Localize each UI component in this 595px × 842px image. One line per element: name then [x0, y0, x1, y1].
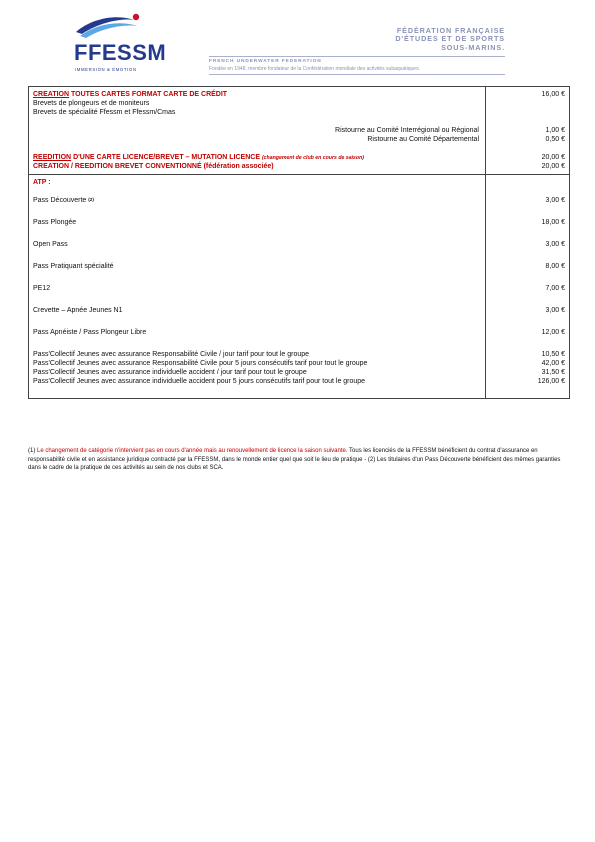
cards-price-cell — [486, 87, 570, 175]
table-row-atp — [29, 175, 570, 399]
creation-rest: TOUTES CARTES FORMAT CARTE DE CRÉDIT — [69, 91, 228, 98]
atp-item-price: 8,00 € — [545, 263, 565, 270]
atp-item-label: Pass Plongée — [33, 219, 77, 226]
atp-title: ATP : — [33, 179, 51, 186]
atp-item-label: Pass Pratiquant spécialité — [33, 263, 114, 270]
atp-item-price: 7,00 € — [545, 285, 565, 292]
atp-item-label: Pass Apnéiste / Pass Plongeur Libre — [33, 329, 147, 336]
creation-price: 16,00 € — [541, 91, 565, 98]
table-row-cards — [29, 87, 570, 175]
atp-item-label: PE12 — [33, 285, 51, 292]
reedition-rest: D'UNE CARTE LICENCE/BREVET – MUTATION LICENCE — [71, 154, 262, 161]
collectif-label: Pass'Collectif Jeunes avec assurance Responsabilité Civile pour 5 jours consécutifs tarif pour tout le groupe — [33, 360, 368, 367]
conventionne-heading: CREATION / REEDITION BREVET CONVENTIONNÉ (fédération associée) — [33, 163, 274, 170]
federation-english-name: FRENCH UNDERWATER FEDERATION — [209, 59, 322, 64]
collectif-price: 31,50 € — [541, 369, 565, 376]
reedition-price: 20,00 € — [541, 154, 565, 161]
federation-name — [395, 27, 505, 52]
logo-tagline: IMMERSION & ÉMOTION — [75, 67, 137, 72]
creation-heading — [33, 90, 481, 99]
brevets-line-1: Brevets de plongeurs et de moniteurs — [33, 100, 150, 107]
collectif-label: Pass'Collectif Jeunes avec assurance individuelle accident pour 5 jours consécutifs tarif pour tout le groupe — [33, 378, 366, 385]
wave-logo-icon — [72, 10, 150, 42]
federation-line-3: SOUS-MARINS. — [441, 42, 505, 52]
ristourne-departemental-price: 0,50 € — [545, 136, 565, 143]
collectif-price: 126,00 € — [537, 378, 565, 385]
collectif-price: 10,50 € — [541, 351, 565, 358]
atp-item-price: 3,00 € — [545, 241, 565, 248]
federation-subtitle: Fondée en 1948, membre fondateur de la Confédération mondiale des activités subaquatiques. — [209, 66, 420, 72]
federation-line-2: D'ÉTUDES ET DE SPORTS — [395, 34, 505, 44]
footnote-marker: (1) — [28, 448, 37, 454]
collectif-label: Pass'Collectif Jeunes avec assurance individuelle accident / jour tarif pour tout le groupe — [33, 369, 307, 376]
ffessm-logo — [72, 10, 167, 76]
pass-decouverte-footnote-ref: (2) — [88, 197, 94, 202]
atp-item-price: 12,00 € — [541, 329, 565, 336]
tariff-table — [28, 86, 570, 399]
collectif-price: 42,00 € — [541, 360, 565, 367]
ristourne-regional-price: 1,00 € — [545, 127, 565, 134]
atp-item-price: 18,00 € — [541, 219, 565, 226]
atp-item-label: Crevette – Apnée Jeunes N1 — [33, 307, 123, 314]
footnote — [28, 447, 570, 473]
pass-decouverte-price: 3,00 € — [545, 197, 565, 204]
brevets-line-2: Brevets de spécialité Ffessm et Ffessm/Cmas — [33, 109, 176, 116]
footnote-red-text: Le changement de catégorie n'intervient pas en cours d'année mais au renouvellement de licence la saison suivante. — [37, 448, 348, 454]
pass-decouverte-text: Pass Découverte — [33, 197, 87, 204]
collectif-label: Pass'Collectif Jeunes avec assurance Responsabilité Civile / jour tarif pour tout le groupe — [33, 351, 310, 358]
ristourne-regional-label: Ristourne au Comité Interrégional ou Régional — [335, 127, 479, 134]
federation-line-1: FÉDÉRATION FRANÇAISE — [396, 26, 505, 35]
ristourne-departemental-label: Ristourne au Comité Départemental — [367, 136, 479, 143]
cards-label-cell — [29, 87, 486, 175]
atp-price-cell — [486, 175, 570, 399]
reedition-word: REEDITION — [33, 154, 72, 161]
atp-label-cell — [29, 175, 486, 399]
atp-item-label: Open Pass — [33, 241, 68, 248]
creation-word: CREATION — [33, 91, 70, 98]
red-dot-icon — [133, 14, 139, 20]
footnote-text: Tous les licenciés de la FFESSM bénéficient du contrat d'assurance en responsabilité civile et en assistance juridique contracté par la FFESSM, dans le monde entier quel que soit le lieu de pratique - (2) Les titulaires d'un Pass Découverte bénéficient des mêmes garanties dans le cadre de la pratique de ces activités au sein de nos clubs et SCA. — [28, 448, 561, 471]
logo-text: FFESSM — [74, 40, 167, 65]
pass-decouverte-label — [33, 196, 481, 205]
header-divider — [209, 56, 505, 57]
header-divider-bottom — [209, 74, 505, 75]
atp-item-price: 3,00 € — [545, 307, 565, 314]
reedition-heading — [33, 153, 481, 162]
reedition-note: (changement de club en cours de saison) — [261, 155, 364, 161]
conventionne-price: 20,00 € — [541, 163, 565, 170]
